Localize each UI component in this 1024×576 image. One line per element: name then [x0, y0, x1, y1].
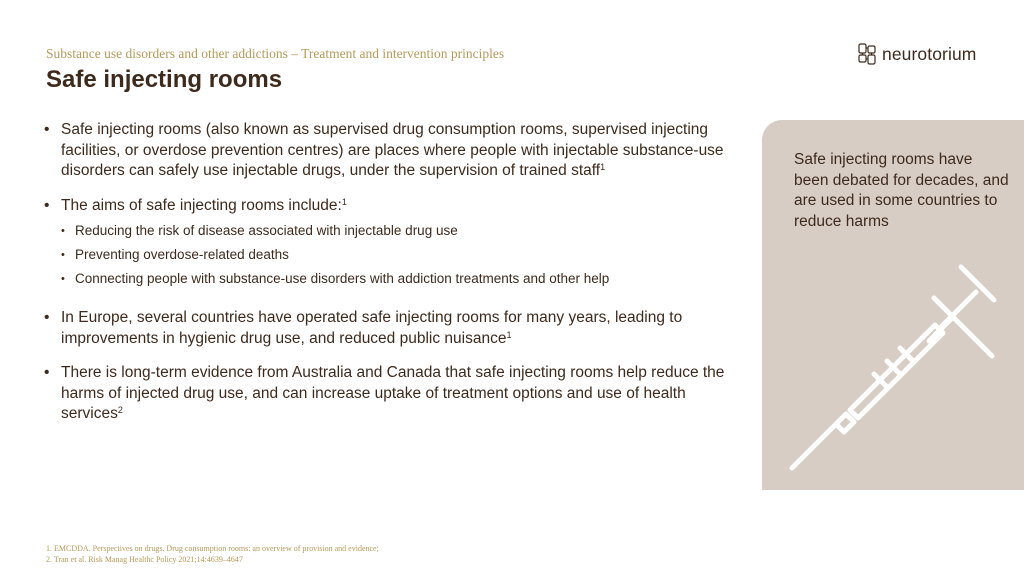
bullet-text: The aims of safe injecting rooms include: [61, 196, 342, 214]
callout-panel [762, 120, 1024, 490]
reference-marker: 1 [600, 162, 606, 172]
bullet-item [44, 363, 744, 425]
bullet-item [44, 120, 744, 182]
bullet-text: In Europe, several countries have operated safe injecting rooms for many years, leading to improvements in hygienic drug use, and reduced public nuisance [61, 309, 683, 347]
bullet-text: There is long-term evidence from Australia and Canada that safe injecting rooms help reduce the harms of injected drug use, and can increase uptake of treatment options and use of health services [61, 364, 725, 422]
sub-bullet-list [61, 222, 744, 288]
reference-marker: 2 [117, 405, 123, 415]
bullet-marker: • [44, 196, 50, 214]
reference-marker: 1 [506, 329, 512, 340]
footnote: 2. Tran et al. Risk Manag Healthc Policy 2021;14:4639–4647 [46, 555, 243, 564]
logo-text: neurotorium [882, 43, 977, 64]
page-title: Safe injecting rooms [46, 66, 283, 93]
callout-text: Safe injecting rooms have been debated for decades, and are used in some countries to reduce harms [794, 151, 1009, 230]
bullet-text: Safe injecting rooms (also known as supervised drug consumption rooms, supervised injecting facilities, or overdose prevention centres) are places where people with injectable substance-use disorders can safely use injectable drugs, under the supervision of trained staff [61, 121, 724, 179]
sub-bullet-item: • Preventing overdose-related deaths [61, 247, 289, 262]
sub-bullet-item: • Reducing the risk of disease associated with injectable drug use [61, 223, 458, 238]
bullet-item [44, 308, 744, 349]
bullet-marker: • [44, 364, 50, 381]
sub-bullet-item: • Connecting people with substance-use disorders with addiction treatments and other help [61, 271, 610, 286]
logo [857, 42, 976, 66]
syringe-icon [784, 260, 1004, 475]
content-body [44, 120, 744, 439]
neurotorium-logo-icon [857, 42, 877, 66]
footnote: 1. EMCDDA. Perspectives on drugs. Drug consumption rooms: an overview of provision and evidence; [46, 544, 379, 553]
bullet-marker: • [44, 309, 50, 326]
footnotes [46, 543, 379, 565]
bullet-item [44, 196, 744, 295]
reference-marker: 1 [341, 196, 347, 207]
section-subtitle: Substance use disorders and other addictions – Treatment and intervention principles [46, 46, 505, 61]
bullet-marker: • [44, 121, 50, 138]
